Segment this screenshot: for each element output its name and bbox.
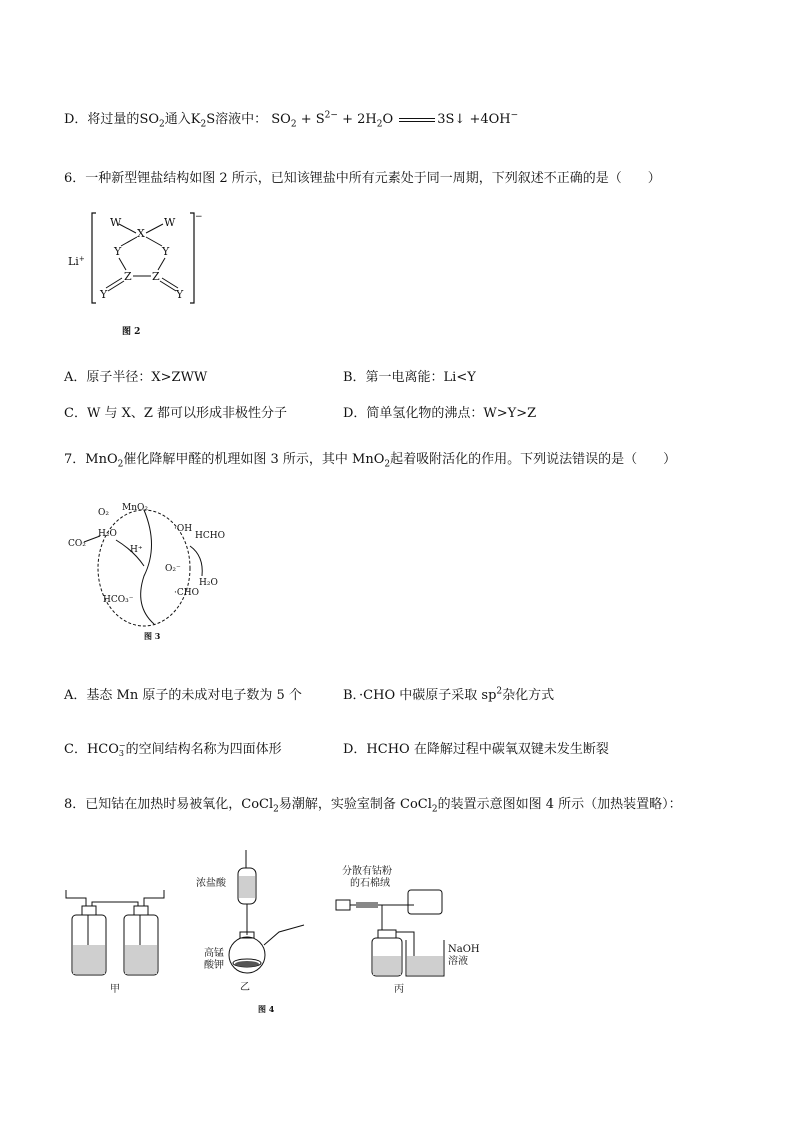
fig4-label-kmno4-2: 酸钾: [204, 960, 224, 971]
fig3-h-plus: H⁺: [130, 545, 143, 555]
fig3-o2: O₂: [98, 508, 109, 518]
fig3-hco3: HCO₃⁻: [103, 595, 134, 605]
q7-option-d[interactable]: D．HCHO 在降解过程中碳氧双键未发生断裂: [343, 742, 609, 757]
q6-stem: 6．一种新型锂盐结构如图 2 所示，已知该锂盐中所有元素处于同一周期，下列叙述不正确的是（ ）: [64, 171, 661, 186]
fig2-li: Li+: [68, 255, 85, 268]
figure-2: [64, 205, 204, 340]
q8-stem: 8．已知钴在加热时易被氧化，CoCl$_2$易潮解，实验室制备 CoCl$_2$的装置示意图如图 4 所示（加热装置略）：: [64, 797, 682, 815]
fig4-label-naoh-2: 溶液: [448, 956, 468, 967]
q6-option-a[interactable]: A．原子半径：X>ZWW: [64, 370, 208, 385]
fig4-label-jia: 甲: [110, 984, 120, 995]
q7-option-c[interactable]: C．HCO − 3 的空间结构名称为四面体形: [64, 740, 282, 758]
q7-option-a[interactable]: A．基态 Mn 原子的未成对电子数为 5 个: [64, 688, 302, 703]
fig4-label-cotton-1: 分散有钴粉: [342, 866, 392, 877]
fig2-charge: −: [195, 212, 203, 222]
fig3-cho: ·CHO: [174, 588, 199, 598]
figure-4: [64, 840, 484, 1020]
fig2-x: X: [137, 227, 145, 240]
fig2-z1: Z: [124, 270, 132, 283]
fig2-w2: W: [164, 216, 176, 229]
fig2-w1: W: [110, 216, 122, 229]
fig2-y4: Y: [176, 288, 184, 301]
fig2-z2: Z: [152, 270, 160, 283]
fig3-hcho: HCHO: [195, 531, 225, 541]
figure-3: [64, 496, 244, 646]
option-d-previous: D．将过量的$SO_2$通入$K_2S$溶液中： $SO_2 + S^{2-} + 2H_2O$ 3S↓ +4OH−: [64, 110, 519, 130]
fig3-oh: ·OH: [174, 524, 193, 534]
fig2-caption: 图 2: [122, 327, 141, 337]
fig4-label-naoh-1: NaOH: [448, 944, 480, 955]
fig3-h2o-right: H₂O: [199, 578, 218, 588]
q6-option-d[interactable]: D．简单氢化物的沸点：W>Y>Z: [343, 406, 537, 421]
fig2-y2: Y: [162, 245, 170, 258]
fig4-caption: 图 4: [258, 1004, 275, 1014]
fig4-label-bing: 丙: [394, 984, 404, 995]
q7-option-b[interactable]: B．·CHO 中碳原子采取 $sp^2$杂化方式: [343, 686, 555, 703]
q6-option-c[interactable]: C．W 与 X、Z 都可以形成非极性分子: [64, 406, 287, 421]
fig4-label-cotton-2: 的石棉绒: [350, 878, 390, 889]
q6-option-b[interactable]: B．第一电离能：Li<Y: [343, 370, 476, 385]
fig3-co2: CO₂: [68, 539, 86, 549]
fig4-label-kmno4-1: 高锰: [204, 948, 224, 959]
fig3-h2o-top: H₂O: [98, 529, 117, 539]
q7-stem: 7．MnO$_2$催化降解甲醛的机理如图 3 所示，其中 MnO$_2$起着吸附活化的作用。下列说法错误的是（ ）: [64, 452, 677, 470]
fig3-caption: 图 3: [144, 631, 161, 641]
fig2-y1: Y: [114, 245, 122, 258]
fig2-y3: Y: [100, 288, 108, 301]
fig4-label-yi: 乙: [240, 982, 250, 993]
equals-sign: [399, 118, 435, 122]
fig3-o2-minus: O₂⁻: [165, 564, 181, 574]
fig4-label-hcl: 浓盐酸: [196, 878, 226, 889]
fig3-mno2: MnO₂: [122, 503, 148, 513]
